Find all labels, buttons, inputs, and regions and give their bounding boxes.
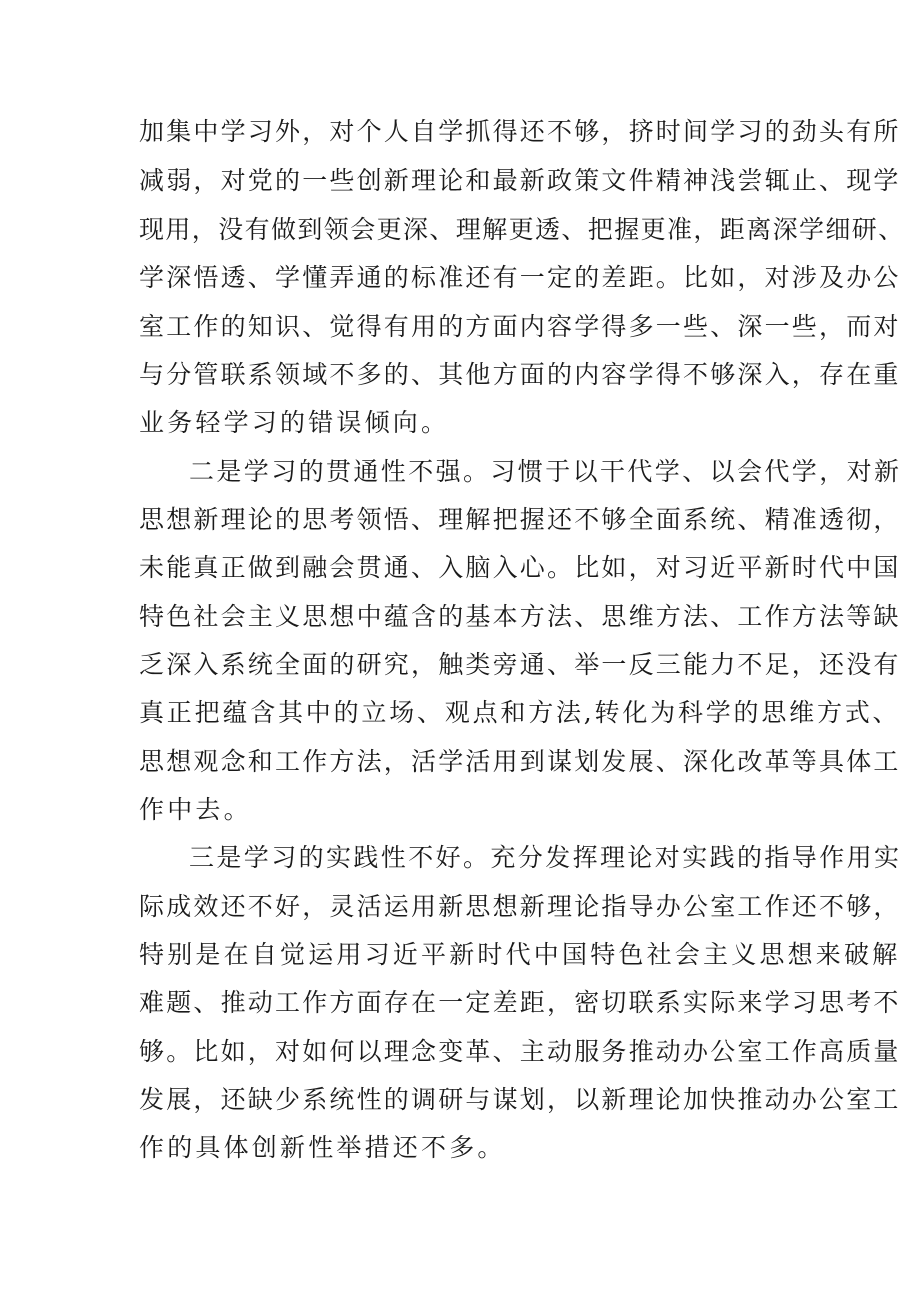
text-line-3: 现用，没有做到领会更深、理解更透、把握更准，距离深学细研、 xyxy=(139,215,905,244)
text-line-2: 减弱，对党的一些创新理论和最新政策文件精神浅尝辄止、现学 xyxy=(139,166,901,195)
text-line-20: 够。比如，对如何以理念变革、主动服务推动办公室工作高质量 xyxy=(139,1037,901,1066)
text-line-18: 特别是在自觉运用习近平新时代中国特色社会主义思想来破解 xyxy=(139,940,901,969)
text-line-19: 难题、推动工作方面存在一定差距，密切联系实际来学习思考不 xyxy=(139,988,901,1017)
text-line-10: 未能真正做到融会贯通、入脑入心。比如，对习近平新时代中国 xyxy=(139,553,901,582)
text-line-15: 作中去。 xyxy=(139,795,252,824)
text-line-12: 乏深入系统全面的研究，触类旁通、举一反三能力不足，还没有 xyxy=(139,650,901,679)
paragraph-3-first-line: 三是学习的实践性不好。充分发挥理论对实践的指导作用实 xyxy=(189,843,902,872)
text-line-11: 特色社会主义思想中蕴含的基本方法、思维方法、工作方法等缺 xyxy=(139,602,901,631)
text-line-22: 作的具体创新性举措还不多。 xyxy=(139,1133,506,1162)
text-line-9: 思想新理论的思考领悟、理解把握还不够全面系统、精准透彻， xyxy=(139,505,901,534)
text-line-4: 学深悟透、学懂弄通的标准还有一定的差距。比如，对涉及办公 xyxy=(139,263,901,292)
text-line-13: 真正把蕴含其中的立场、观点和方法,转化为科学的思维方式、 xyxy=(139,698,901,727)
text-line-21: 发展，还缺少系统性的调研与谋划，以新理论加快推动办公室工 xyxy=(139,1085,901,1114)
text-line-6: 与分管联系领域不多的、其他方面的内容学得不够深入，存在重 xyxy=(139,360,901,389)
paragraph-2-first-line: 二是学习的贯通性不强。习惯于以干代学、以会代学，对新 xyxy=(189,457,902,486)
text-line-5: 室工作的知识、觉得有用的方面内容学得多一些、深一些，而对 xyxy=(139,312,901,341)
text-line-1: 加集中学习外，对个人自学抓得还不够，挤时间学习的劲头有所 xyxy=(139,117,901,146)
text-line-17: 际成效还不好，灵活运用新思想新理论指导办公室工作还不够， xyxy=(139,892,901,921)
text-line-7: 业务轻学习的错误倾向。 xyxy=(139,408,450,437)
text-line-14: 思想观念和工作方法，活学活用到谋划发展、深化改革等具体工 xyxy=(139,747,901,776)
